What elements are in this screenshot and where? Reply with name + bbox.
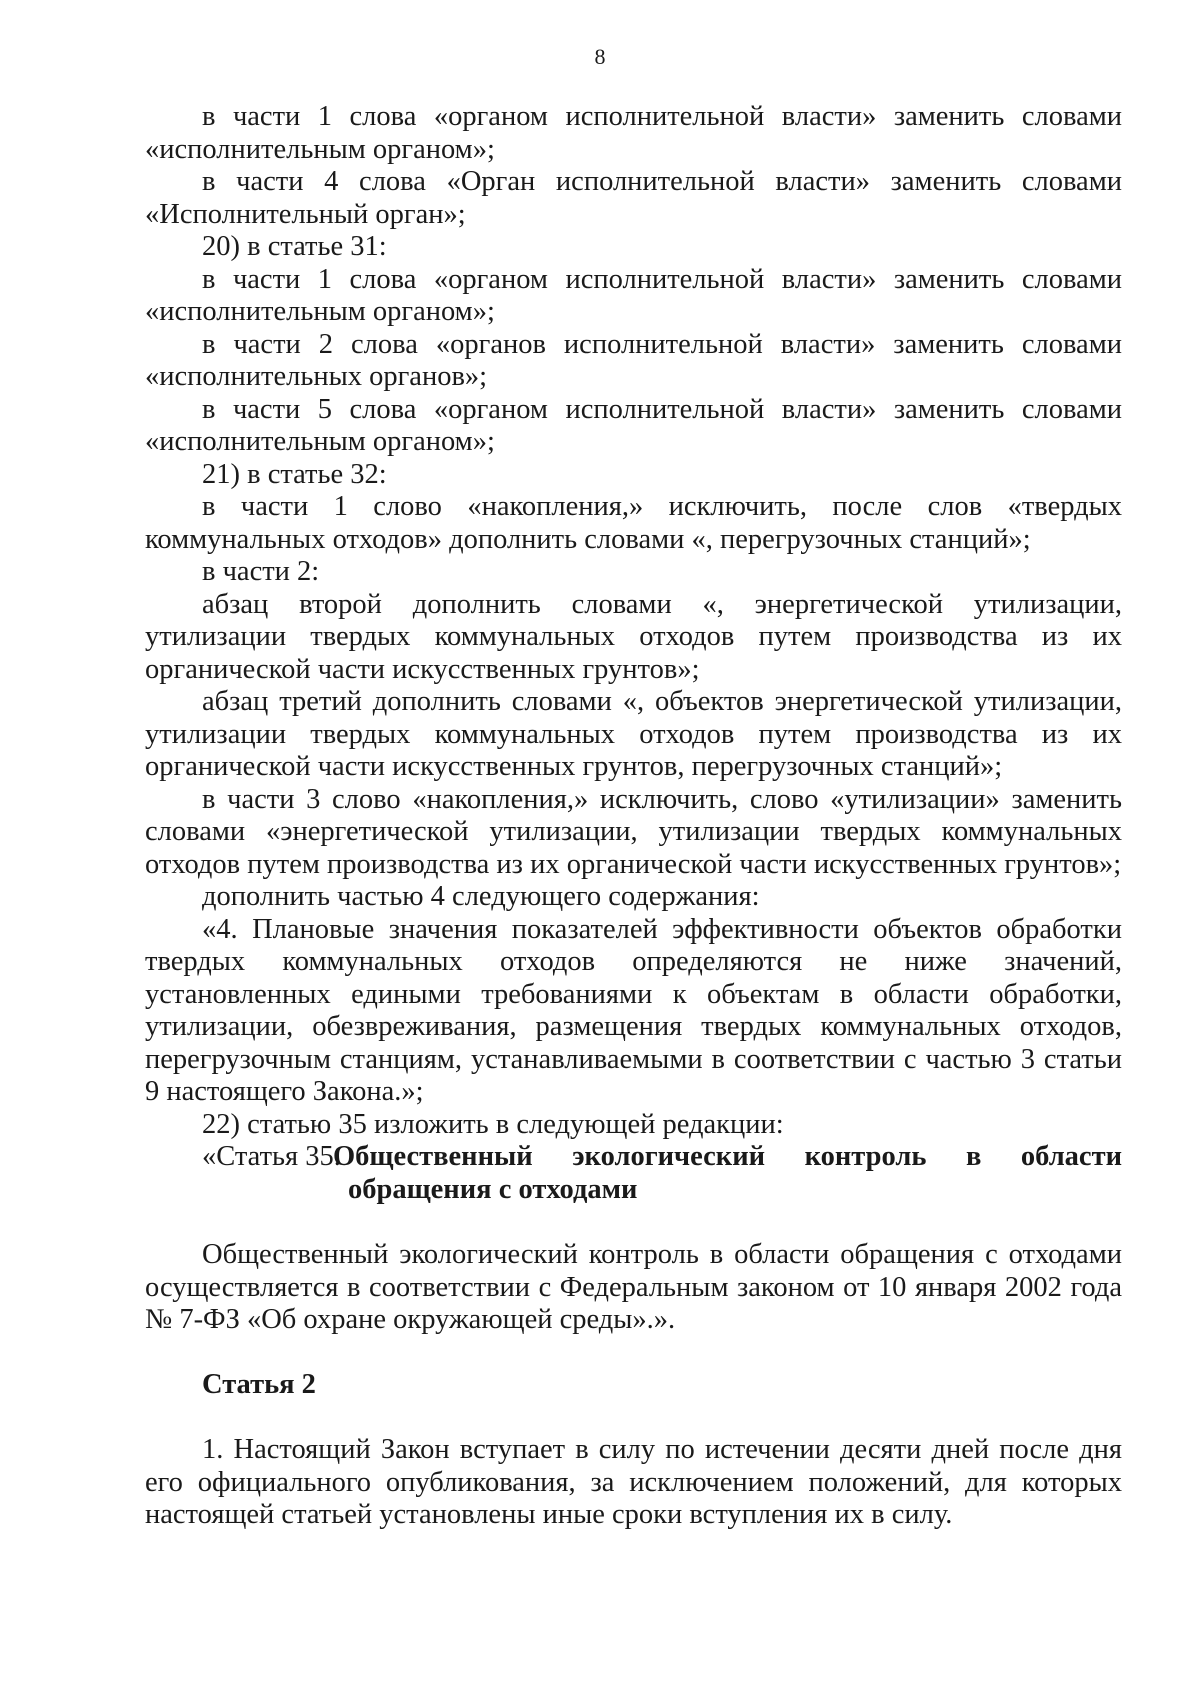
article-2-text: 1. Настоящий Закон вступает в силу по истечении десяти дней после дня его официального опубликования, за исключением положений, для которых настоящей статьей установлены иные сроки вступления их в силу. (145, 1434, 1122, 1530)
spacer (145, 1401, 1122, 1434)
paragraph-art31-part1: в части 1 слова «органом исполнительной власти» заменить словами «исполнительным органом»; (145, 263, 1122, 327)
paragraph-item-22: 22) статью 35 изложить в следующей редакции: (202, 1108, 784, 1140)
paragraph-part4-replace: в части 4 слова «Орган исполнительной власти» заменить словами «Исполнительный орган»; (145, 166, 1122, 230)
paragraph-part4-text: «4. Плановые значения показателей эффективности объектов обработки твердых коммунальных отходов определяются не ниже значений, установленных едиными требованиями к объектам в области обработки, утилизации, обезвреживания, размещения твердых коммунальных отходов, перегрузочным станциям, устанавливаемыми в соответствии с частью 3 статьи 9 настоящего Закона.»; (145, 913, 1122, 1107)
paragraph-abzac-tretiy: абзац третий дополнить словами «, объектов энергетической утилизации, утилизации твердых коммунальных отходов путем производства из их органической части искусственных грунтов, перегрузочных станций»; (145, 686, 1122, 782)
article-35-heading (145, 1141, 1122, 1206)
article-2-heading: Статья 2 (202, 1368, 316, 1400)
article-35-title (333, 1141, 1122, 1206)
paragraph-art32-part2: в части 2: (202, 556, 320, 587)
paragraph-item-20: 20) в статье 31: (202, 231, 387, 262)
article-35-title-line2: обращения с отходами (348, 1173, 638, 1205)
document-body (145, 101, 1122, 1532)
paragraph-art31-part5: в части 5 слова «органом исполнительной власти» заменить словами «исполнительным органом»; (145, 393, 1122, 457)
paragraph-part1-replace: в части 1 слова «органом исполнительной власти» заменить словами «исполнительным органом»; (145, 101, 1122, 165)
paragraph-item-21: 21) в статье 32: (202, 458, 387, 490)
paragraph-art31-part2: в части 2 слова «органов исполнительной власти» заменить словами «исполнительных органов»; (145, 328, 1122, 392)
article-35-text: Общественный экологический контроль в области обращения с отходами осуществляется в соответствии с Федеральным законом от 10 января 2002 года № 7-ФЗ «Об охране окружающей среды».». (145, 1239, 1122, 1335)
spacer (145, 1337, 1122, 1369)
article-35-title-line1: Общественный экологический контроль в области (333, 1141, 1122, 1172)
paragraph-add-part4: дополнить частью 4 следующего содержания: (202, 881, 760, 912)
paragraph-art32-part1: в части 1 слово «накопления,» исключить, после слов «твердых коммунальных отходов» дополнить словами «, перегрузочных станций»; (145, 491, 1122, 555)
spacer (145, 1206, 1122, 1239)
paragraph-abzac-vtoroy: абзац второй дополнить словами «, энергетической утилизации, утилизации твердых коммунальных отходов путем производства из их органической части искусственных грунтов»; (145, 588, 1122, 685)
paragraph-art32-part3: в части 3 слово «накопления,» исключить, слово «утилизации» заменить словами «энергетической утилизации, утилизации твердых коммунальных отходов путем производства из их органической части искусственных грунтов»; (145, 783, 1122, 880)
page-number: 8 (594, 44, 606, 69)
article-35-prefix: «Статья 35. (202, 1141, 341, 1172)
